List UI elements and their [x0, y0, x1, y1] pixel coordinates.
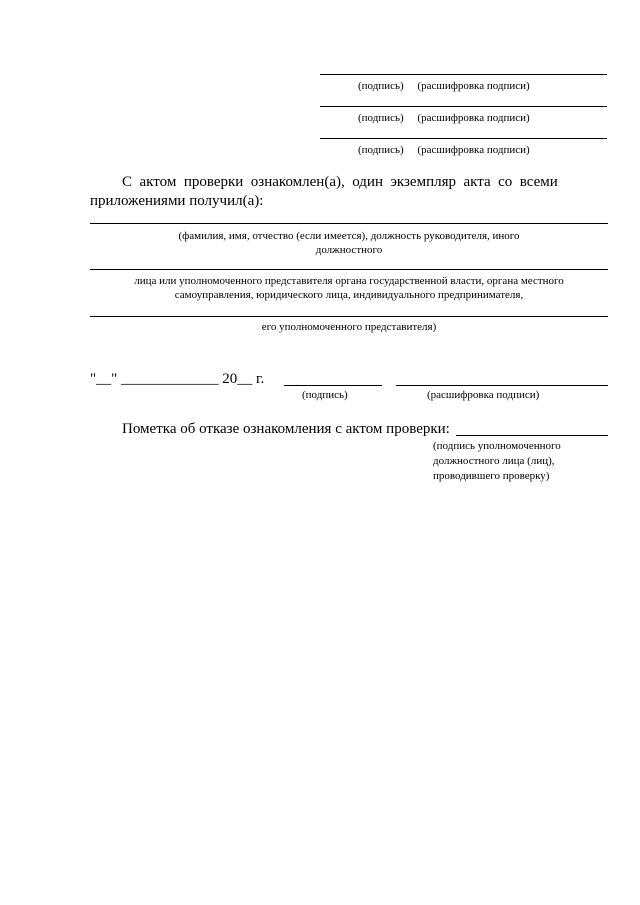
refusal-caption: [433, 439, 561, 484]
recipient-caption-3: его уполномоченного представителя): [261, 321, 437, 333]
refusal-caption-line-3: проводившего проверку): [433, 470, 550, 482]
signature-caption-2: [358, 112, 530, 124]
acknowledgement-line-2: приложениями получил(а):: [90, 193, 264, 209]
signature-line-3: [320, 138, 607, 139]
refusal-signature-line: [456, 435, 608, 436]
date-decipher-caption: (расшифровка подписи): [427, 389, 540, 401]
acknowledgement-line-1: С актом проверки ознакомлен(а), один экземпляр акта со всеми: [122, 174, 558, 190]
recipient-line-2: [90, 269, 608, 270]
signature-caption-1: [358, 80, 530, 92]
decipher-caption-label: (расшифровка подписи): [417, 144, 530, 156]
date-field: "__" _____________ 20__ г.: [90, 371, 265, 387]
decipher-caption-label: (расшифровка подписи): [417, 112, 530, 124]
date-signature-line: [284, 385, 382, 386]
refusal-label: Пометка об отказе ознакомления с актом проверки:: [122, 421, 450, 437]
date-decipher-line: [396, 385, 608, 386]
refusal-caption-line-2: должностного лица (лиц),: [433, 455, 555, 467]
signature-line-2: [320, 106, 607, 107]
signature-caption-3: [358, 144, 530, 156]
recipient-caption-1-line-1: (фамилия, имя, отчество (если имеется), должность руководителя, иного: [178, 230, 520, 242]
recipient-caption-2-line-2: самоуправления, юридического лица, индивидуального предпринимателя,: [174, 289, 524, 301]
recipient-caption-1: [90, 229, 608, 257]
recipient-caption-1-line-2: должностного: [315, 244, 383, 256]
date-signature-caption: (подпись): [302, 389, 348, 401]
recipient-caption-2-line-1: лица или уполномоченного представителя органа государственной власти, органа местного: [134, 275, 564, 287]
signature-caption-label: (подпись): [358, 144, 404, 156]
signature-caption-label: (подпись): [358, 80, 404, 92]
decipher-caption-label: (расшифровка подписи): [417, 80, 530, 92]
recipient-caption-2: [90, 274, 608, 302]
signature-line-1: [320, 74, 607, 75]
signature-caption-label: (подпись): [358, 112, 404, 124]
recipient-line-1: [90, 223, 608, 224]
refusal-caption-line-1: (подпись уполномоченного: [433, 440, 561, 452]
recipient-line-3: [90, 316, 608, 317]
